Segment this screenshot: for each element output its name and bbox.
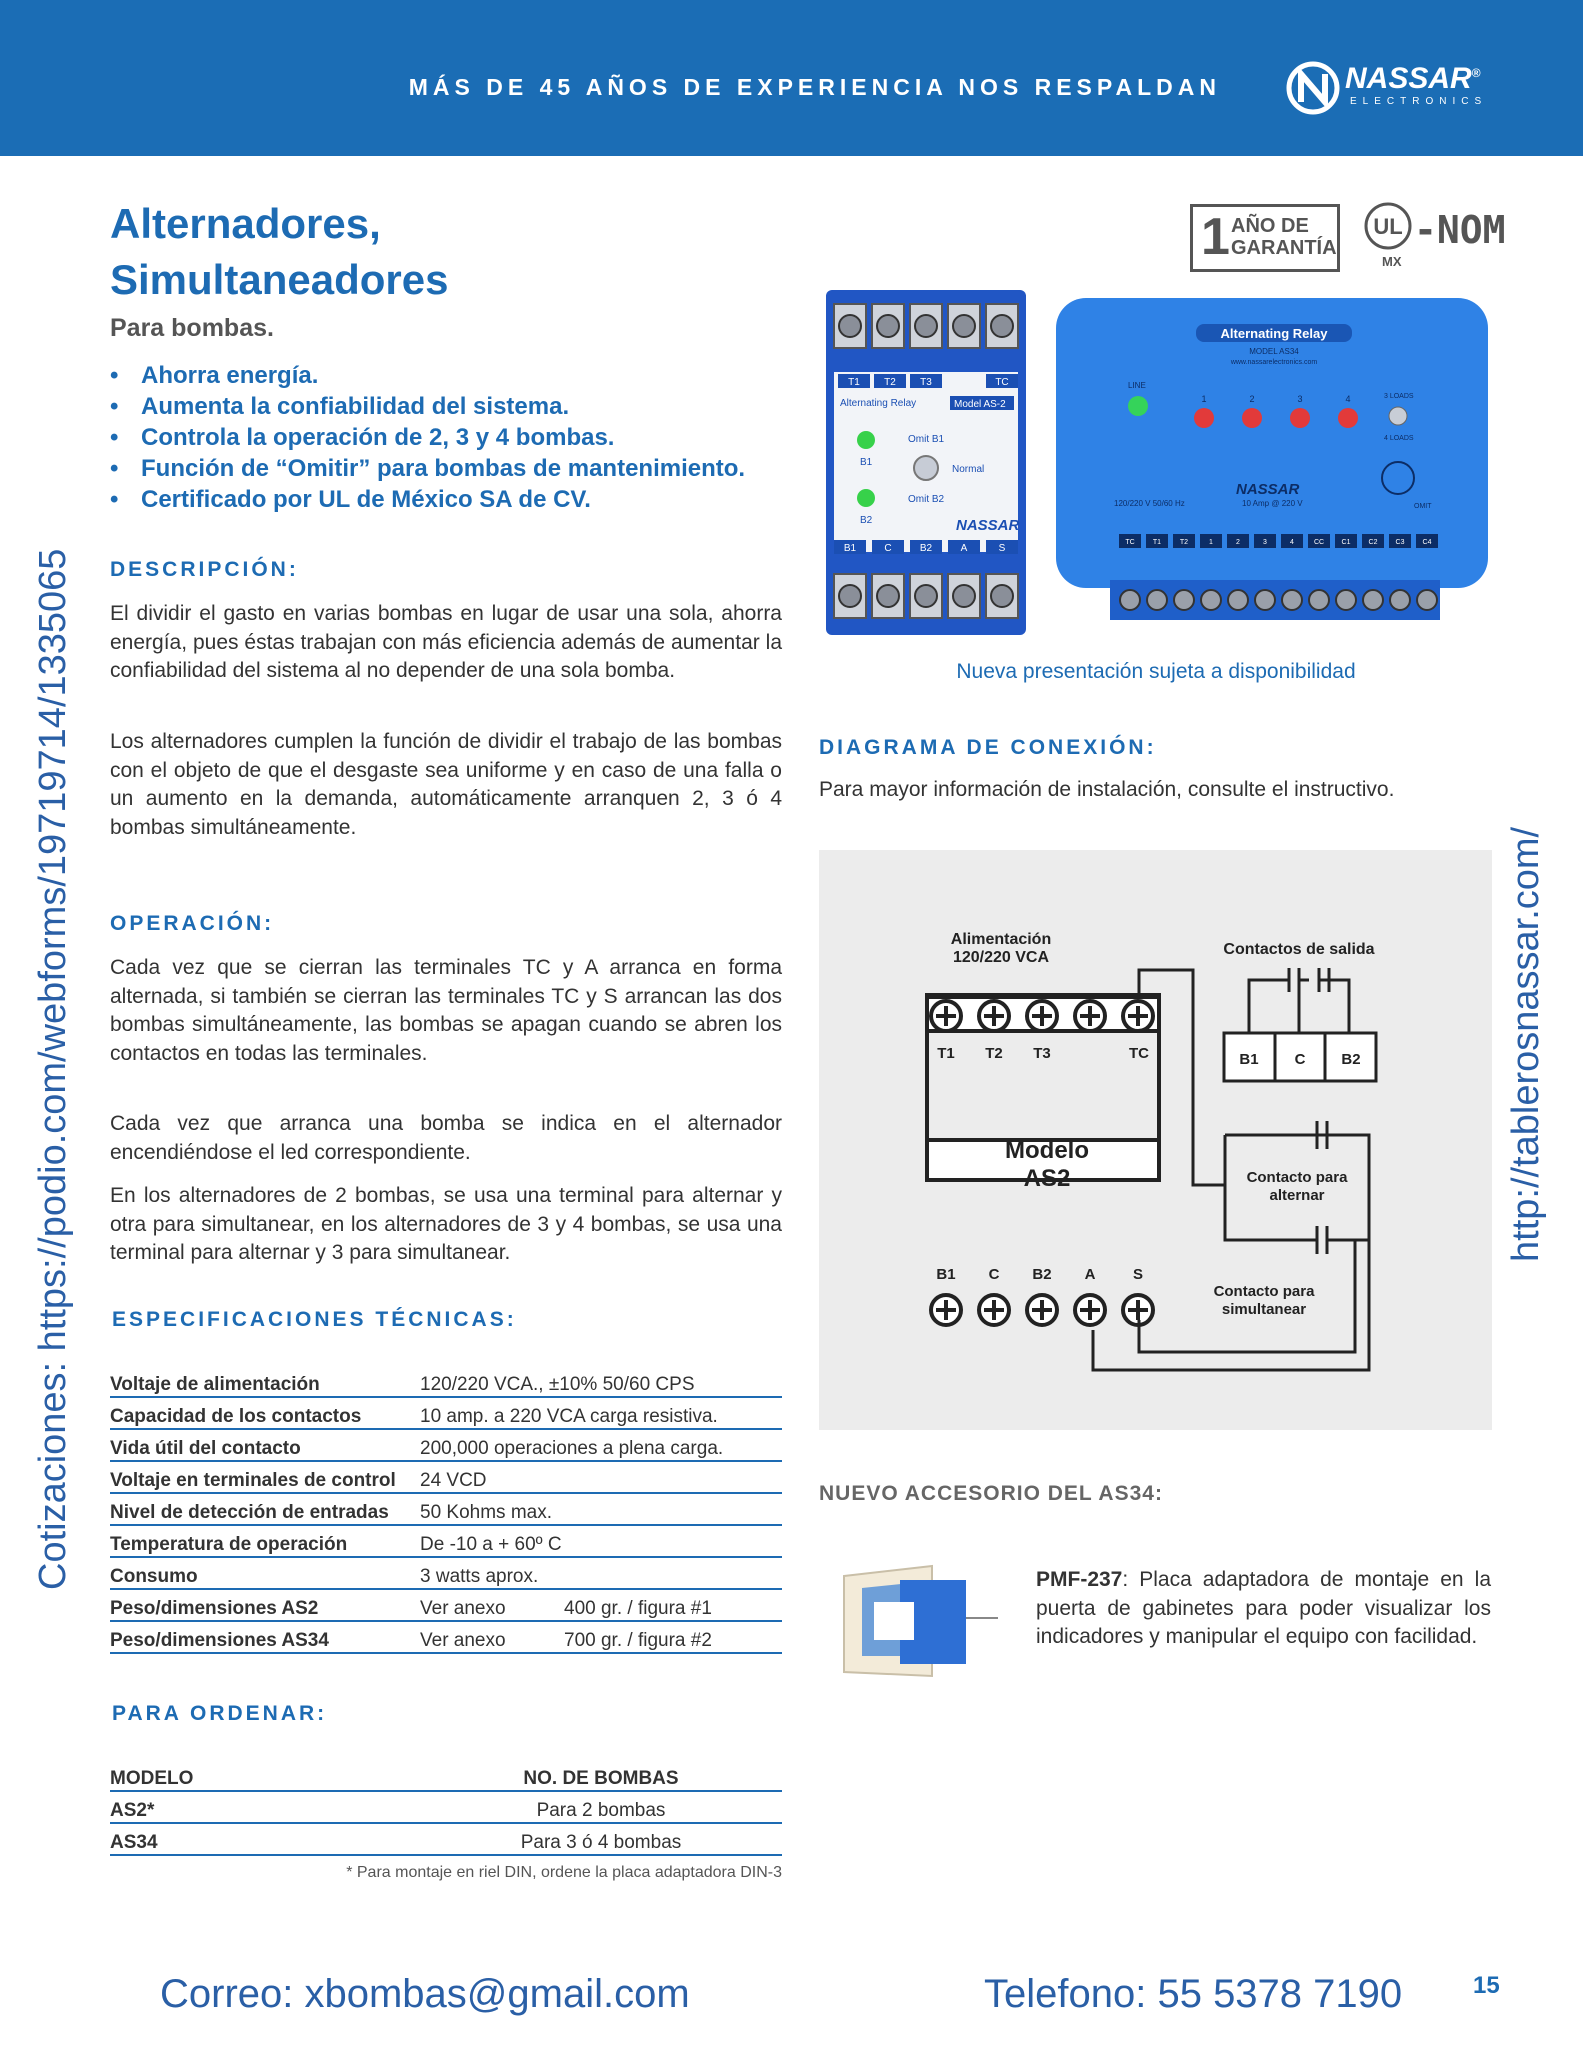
- as34-omit-label: OMIT: [1414, 503, 1432, 510]
- screw-head-icon: [1417, 590, 1437, 610]
- as34-brand: NASSAR: [1236, 481, 1300, 498]
- as34-red-led: [1194, 408, 1214, 428]
- as34-model: MODEL AS34: [1249, 347, 1299, 356]
- diagram-output-label: Contactos de salida: [1223, 941, 1375, 958]
- spec-label: Vida útil del contacto: [110, 1429, 420, 1461]
- footer-phone[interactable]: Telefono: 55 5378 7190: [984, 1972, 1403, 2016]
- as34-terminal-label: TC: [1125, 539, 1135, 546]
- diagram-alim-label: 120/220 VCA: [952, 949, 1050, 966]
- as2-terminal-label: T1: [848, 377, 860, 388]
- diagram-output-terminal: C: [1294, 1051, 1306, 1068]
- as2-led-b2: [857, 489, 875, 507]
- as34-terminal-label: C3: [1395, 539, 1405, 546]
- screw-head-icon: [953, 315, 975, 337]
- page-title: Alternadores, Simultaneadores: [110, 200, 449, 303]
- as2-product-photo: [826, 290, 1026, 635]
- as2-model-label: Model AS-2: [954, 399, 1006, 410]
- screw-head-icon: [915, 315, 937, 337]
- as34-led-number: 1: [1201, 394, 1207, 404]
- diagram-terminal-label: T3: [1033, 1045, 1051, 1062]
- descripcion-paragraph: El dividir el gasto en varias bombas en lugar de usar una sola, ahorra energía, pues éstas trabajan con más eficiencia además de aumentar la confiabilidad del sistema al no depender de una sola bomba.: [110, 602, 782, 682]
- feature-item: • Función de “Omitir” para bombas de mantenimiento.: [110, 453, 745, 484]
- ordenar-heading: PARA ORDENAR:: [112, 1702, 328, 1725]
- as34-rating: 10 Amp @ 220 V: [1242, 499, 1303, 508]
- screw-head-icon: [1309, 590, 1329, 610]
- screw-head-icon: [991, 315, 1013, 337]
- warranty-number: 1: [1201, 208, 1230, 266]
- as34-red-led: [1290, 408, 1310, 428]
- as34-red-led: [1242, 408, 1262, 428]
- diagram-output-terminal: B2: [1341, 1051, 1361, 1068]
- as2-terminal-label: TC: [995, 377, 1009, 388]
- as34-line-led: [1128, 396, 1148, 416]
- side-contact-url[interactable]: Cotizaciones: https://podio.com/webforms/19719714/1335065: [32, 548, 74, 1590]
- spec-label: Consumo: [110, 1557, 420, 1589]
- as34-red-led: [1338, 408, 1358, 428]
- screw-head-icon: [1255, 590, 1275, 610]
- table-row: [110, 1461, 782, 1493]
- diagram-terminal-label: B2: [1032, 1266, 1052, 1283]
- as34-terminal-label: C4: [1422, 539, 1432, 546]
- as34-terminal-label: C1: [1341, 539, 1351, 546]
- as2-switch-label: Omit B2: [908, 494, 945, 505]
- as34-terminal-label: CC: [1313, 539, 1325, 546]
- screw-head-icon: [877, 315, 899, 337]
- spec-label: Voltaje en terminales de control: [110, 1461, 420, 1493]
- as2-led-label: B1: [860, 457, 873, 468]
- spec-extra: 700 gr. / figura #2: [564, 1621, 782, 1653]
- as2-switch-label: Normal: [952, 464, 985, 475]
- as34-terminal-label: 4: [1290, 539, 1294, 546]
- as2-terminal-label: A: [960, 543, 968, 554]
- diagram-simultanear-label: Contacto para: [1213, 1283, 1315, 1300]
- order-col-model: MODELO: [110, 1760, 420, 1791]
- diagram-terminal-label: C: [988, 1266, 1000, 1283]
- feature-item: • Controla la operación de 2, 3 y 4 bombas.: [110, 422, 745, 453]
- feature-list: [110, 360, 745, 515]
- screw-head-icon: [1120, 590, 1140, 610]
- spec-value: 50 Kohms max.: [420, 1493, 782, 1525]
- screw-head-icon: [1390, 590, 1410, 610]
- connection-diagram-svg: [819, 850, 1492, 1430]
- order-header-row: [110, 1760, 782, 1791]
- diagram-terminal-label: B1: [936, 1266, 956, 1283]
- screw-head-icon: [1201, 590, 1221, 610]
- table-row: [110, 1366, 782, 1397]
- spec-label: Temperatura de operación: [110, 1525, 420, 1557]
- as2-relay-label: Alternating Relay: [840, 398, 917, 409]
- diagram-terminal-label: T2: [985, 1045, 1003, 1062]
- logo-subtitle: ELECTRONICS: [1350, 96, 1488, 107]
- diagram-terminal-label: A: [1084, 1266, 1096, 1283]
- as2-led-label: B2: [860, 515, 873, 526]
- as34-loads-switch: [1389, 407, 1407, 425]
- ul-text: UL: [1373, 214, 1403, 239]
- spec-label: Voltaje de alimentación: [110, 1366, 420, 1397]
- spec-label: Nivel de detección de entradas: [110, 1493, 420, 1525]
- spec-value: De -10 a + 60º C: [420, 1525, 782, 1557]
- as34-terminal-label: T2: [1179, 539, 1189, 546]
- diagram-alternar-label: alternar: [1269, 1187, 1325, 1204]
- screw-head-icon: [1282, 590, 1302, 610]
- as2-terminal-label: C: [884, 543, 892, 554]
- operacion-paragraph: En los alternadores de 2 bombas, se usa una terminal para alternar y otra para simultanear, en los alternadores de 3 y 4 bombas, se usa una terminal para alternar y 3 para simultanear.: [110, 1184, 782, 1264]
- screw-head-icon: [1228, 590, 1248, 610]
- screw-head-icon: [839, 315, 861, 337]
- screw-head-icon: [1147, 590, 1167, 610]
- header-tagline: MÁS DE 45 AÑOS DE EXPERIENCIA NOS RESPALDAN: [408, 74, 1221, 100]
- table-row: [110, 1823, 782, 1855]
- screw-head-icon: [1174, 590, 1194, 610]
- as34-led-number: 2: [1249, 394, 1255, 404]
- as34-loads-label: 3 LOADS: [1384, 393, 1414, 400]
- accesorio-heading: NUEVO ACCESORIO DEL AS34:: [819, 1482, 1163, 1505]
- ul-mx-label: MX: [1382, 254, 1402, 269]
- as34-rating: 120/220 V 50/60 Hz: [1114, 499, 1185, 508]
- table-row: [110, 1429, 782, 1461]
- operacion-heading: OPERACIÓN:: [110, 912, 275, 935]
- order-model: AS34: [110, 1823, 420, 1855]
- diagrama-intro: Para mayor información de instalación, consulte el instructivo.: [819, 778, 1395, 801]
- as34-terminal-label: 2: [1236, 539, 1240, 546]
- diagram-terminal-label: S: [1132, 1266, 1144, 1283]
- nassar-logo-icon: [1285, 60, 1345, 116]
- spec-value: Ver anexo: [420, 1621, 564, 1653]
- order-pumps: Para 2 bombas: [420, 1791, 782, 1823]
- warranty-badge: [1190, 204, 1340, 272]
- as2-brand: NASSAR: [956, 517, 1020, 534]
- connection-diagram: [819, 850, 1492, 1430]
- as34-title: Alternating Relay: [1220, 326, 1328, 341]
- as2-terminal-label: B1: [843, 543, 857, 554]
- spec-label: Peso/dimensiones AS34: [110, 1621, 420, 1653]
- order-pumps: Para 3 ó 4 bombas: [420, 1823, 782, 1855]
- order-note: * Para montaje en riel DIN, ordene la placa adaptadora DIN-3: [346, 1864, 782, 1881]
- as2-switch-label: Omit B1: [908, 434, 945, 445]
- accesorio-description: PMF-237: Placa adaptadora de montaje en la puerta de gabinetes para poder visualizar los indicadores y manipular el equipo con facilidad.: [1036, 1568, 1491, 1648]
- table-row: [110, 1525, 782, 1557]
- screw-head-icon: [991, 585, 1013, 607]
- photo-caption: Nueva presentación sujeta a disponibilidad: [956, 660, 1356, 683]
- screw-head-icon: [1336, 590, 1356, 610]
- screw-head-icon: [839, 585, 861, 607]
- pmf237-photo: [836, 1558, 1006, 1686]
- table-row: [110, 1621, 782, 1653]
- screw-head-icon: [953, 585, 975, 607]
- diagrama-heading: DIAGRAMA DE CONEXIÓN:: [819, 736, 1157, 759]
- as34-product-photo: [1056, 298, 1488, 628]
- diagram-model-label: Modelo: [1005, 1137, 1089, 1164]
- table-row: [110, 1791, 782, 1823]
- diagram-terminal-label: T1: [937, 1045, 955, 1062]
- table-row: [110, 1493, 782, 1525]
- as34-line-label: LINE: [1128, 381, 1146, 390]
- order-table: [110, 1760, 782, 1856]
- table-row: [110, 1397, 782, 1429]
- as34-terminal-label: T1: [1152, 539, 1162, 546]
- spec-extra: 400 gr. / figura #1: [564, 1589, 782, 1621]
- nom-label: -NOM: [1414, 208, 1506, 252]
- order-col-pumps: NO. DE BOMBAS: [420, 1760, 782, 1791]
- warranty-text: AÑO DE GARANTÍA: [1231, 215, 1337, 259]
- diagram-alternar-label: Contacto para: [1246, 1169, 1348, 1186]
- as34-led-number: 3: [1297, 394, 1303, 404]
- diagram-alim-label: Alimentación: [950, 931, 1052, 948]
- spec-value: 10 amp. a 220 VCA carga resistiva.: [420, 1397, 782, 1429]
- page-subtitle: Para bombas.: [110, 314, 274, 342]
- operacion-paragraph: Cada vez que se cierran las terminales TC y A arranca en forma alternada, si también se cierran las terminales TC y S arrancan las dos bombas simultáneamente, las bombas se apagan cuando se abren los contactos en todas las terminales.: [110, 956, 782, 1065]
- descripcion-heading: DESCRIPCIÓN:: [110, 558, 299, 581]
- feature-item: • Ahorra energía.: [110, 360, 745, 391]
- as2-terminal-label: T3: [920, 377, 932, 388]
- side-website-url[interactable]: http://tablerosnassar.com/: [1505, 826, 1547, 1262]
- as34-terminal-label: 1: [1209, 539, 1213, 546]
- as2-terminal-label: T2: [884, 377, 896, 388]
- spec-value: 24 VCD: [420, 1461, 782, 1493]
- descripcion-paragraph: Los alternadores cumplen la función de dividir el trabajo de las bombas con el objeto de que el desgaste sea uniforme y en caso de una falla o un aumento en la demanda, automáticamente arranquen 2, 3 ó 4 bombas simultáneamente.: [110, 730, 782, 839]
- as34-led-number: 4: [1345, 394, 1351, 404]
- as34-loads-label: 4 LOADS: [1384, 435, 1414, 442]
- order-model: AS2*: [110, 1791, 420, 1823]
- page-number: 15: [1473, 1972, 1500, 1999]
- logo-wordmark: NASSAR®: [1345, 62, 1481, 95]
- table-row: [110, 1557, 782, 1589]
- operacion-paragraph: Cada vez que arranca una bomba se indica en el alternador encendiéndose el led correspondiente.: [110, 1112, 782, 1164]
- spec-value: 200,000 operaciones a plena carga.: [420, 1429, 782, 1461]
- feature-item: • Certificado por UL de México SA de CV.: [110, 484, 745, 515]
- as34-url: www.nassarelectronics.com: [1230, 359, 1318, 366]
- screw-head-icon: [915, 585, 937, 607]
- diagram-output-terminal: B1: [1239, 1051, 1259, 1068]
- diagram-terminal-label: TC: [1129, 1045, 1149, 1062]
- spec-value: 120/220 VCA., ±10% 50/60 CPS: [420, 1366, 782, 1397]
- footer-email[interactable]: Correo: xbombas@gmail.com: [160, 1972, 690, 2016]
- screw-head-icon: [877, 585, 899, 607]
- spec-label: Capacidad de los contactos: [110, 1397, 420, 1429]
- as34-terminal-label: 3: [1263, 539, 1267, 546]
- table-row: [110, 1589, 782, 1621]
- diagram-simultanear-label: simultanear: [1221, 1301, 1307, 1318]
- ul-certification-icon: [1362, 200, 1414, 252]
- specs-heading: ESPECIFICACIONES TÉCNICAS:: [112, 1308, 517, 1331]
- diagram-model-label: AS2: [1023, 1165, 1071, 1192]
- as2-toggle-switch: [914, 456, 938, 480]
- as2-terminal-label: B2: [919, 543, 933, 554]
- as2-terminal-label: S: [998, 543, 1006, 554]
- feature-item: • Aumenta la confiabilidad del sistema.: [110, 391, 745, 422]
- spec-value: 3 watts aprox.: [420, 1557, 782, 1589]
- screw-head-icon: [1363, 590, 1383, 610]
- as2-led-b1: [857, 431, 875, 449]
- spec-label: Peso/dimensiones AS2: [110, 1589, 420, 1621]
- spec-value: Ver anexo: [420, 1589, 564, 1621]
- as34-terminal-label: C2: [1368, 539, 1378, 546]
- specs-table: [110, 1366, 782, 1654]
